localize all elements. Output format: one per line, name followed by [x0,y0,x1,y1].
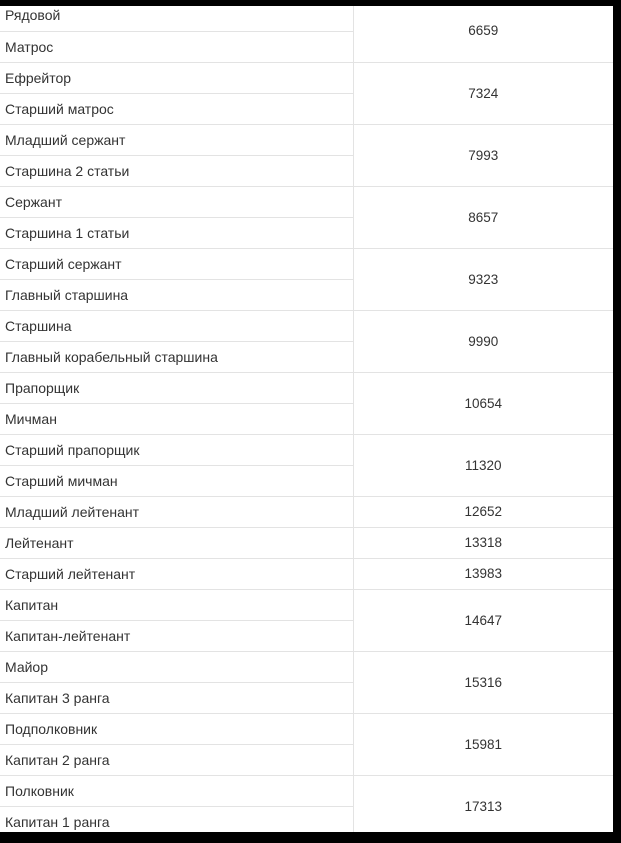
table-row [0,527,613,558]
table-row [0,6,613,31]
rank-cell: Старший сержант [0,248,353,279]
rank-cell: Мичман [0,403,353,434]
table-row [0,124,613,155]
salary-table-frame [0,6,613,832]
salary-cell: 9990 [353,310,613,372]
salary-cell: 15316 [353,651,613,713]
rank-cell: Младший лейтенант [0,496,353,527]
table-row [0,434,613,465]
rank-cell: Капитан 2 ранга [0,744,353,775]
rank-cell: Ефрейтор [0,62,353,93]
rank-cell: Лейтенант [0,527,353,558]
rank-cell: Старший лейтенант [0,558,353,589]
rank-cell: Майор [0,651,353,682]
salary-cell: 7324 [353,62,613,124]
rank-cell: Сержант [0,186,353,217]
salary-cell: 17313 [353,775,613,832]
salary-cell: 13318 [353,527,613,558]
rank-cell: Капитан 3 ранга [0,682,353,713]
table-row [0,496,613,527]
rank-salary-table [0,6,613,832]
table-row [0,186,613,217]
rank-cell: Младший сержант [0,124,353,155]
salary-cell: 6659 [353,6,613,62]
salary-cell: 12652 [353,496,613,527]
salary-cell: 14647 [353,589,613,651]
table-row [0,651,613,682]
rank-cell: Подполковник [0,713,353,744]
table-row [0,310,613,341]
salary-cell: 9323 [353,248,613,310]
table-row [0,713,613,744]
rank-cell: Старшина [0,310,353,341]
rank-cell: Капитан 1 ранга [0,806,353,832]
rank-cell: Главный корабельный старшина [0,341,353,372]
salary-cell: 11320 [353,434,613,496]
table-row [0,558,613,589]
table-row [0,248,613,279]
table-body [0,6,613,832]
rank-cell: Старшина 1 статьи [0,217,353,248]
rank-cell: Старший мичман [0,465,353,496]
salary-cell: 10654 [353,372,613,434]
rank-cell: Прапорщик [0,372,353,403]
table-row [0,775,613,806]
rank-cell: Полковник [0,775,353,806]
rank-cell: Капитан [0,589,353,620]
rank-cell: Старший прапорщик [0,434,353,465]
salary-cell: 7993 [353,124,613,186]
rank-cell: Рядовой [0,6,353,31]
salary-cell: 15981 [353,713,613,775]
rank-cell: Матрос [0,31,353,62]
rank-cell: Капитан-лейтенант [0,620,353,651]
table-row [0,62,613,93]
rank-cell: Старшина 2 статьи [0,155,353,186]
rank-cell: Главный старшина [0,279,353,310]
table-row [0,589,613,620]
salary-cell: 13983 [353,558,613,589]
rank-cell: Старший матрос [0,93,353,124]
salary-cell: 8657 [353,186,613,248]
table-row [0,372,613,403]
